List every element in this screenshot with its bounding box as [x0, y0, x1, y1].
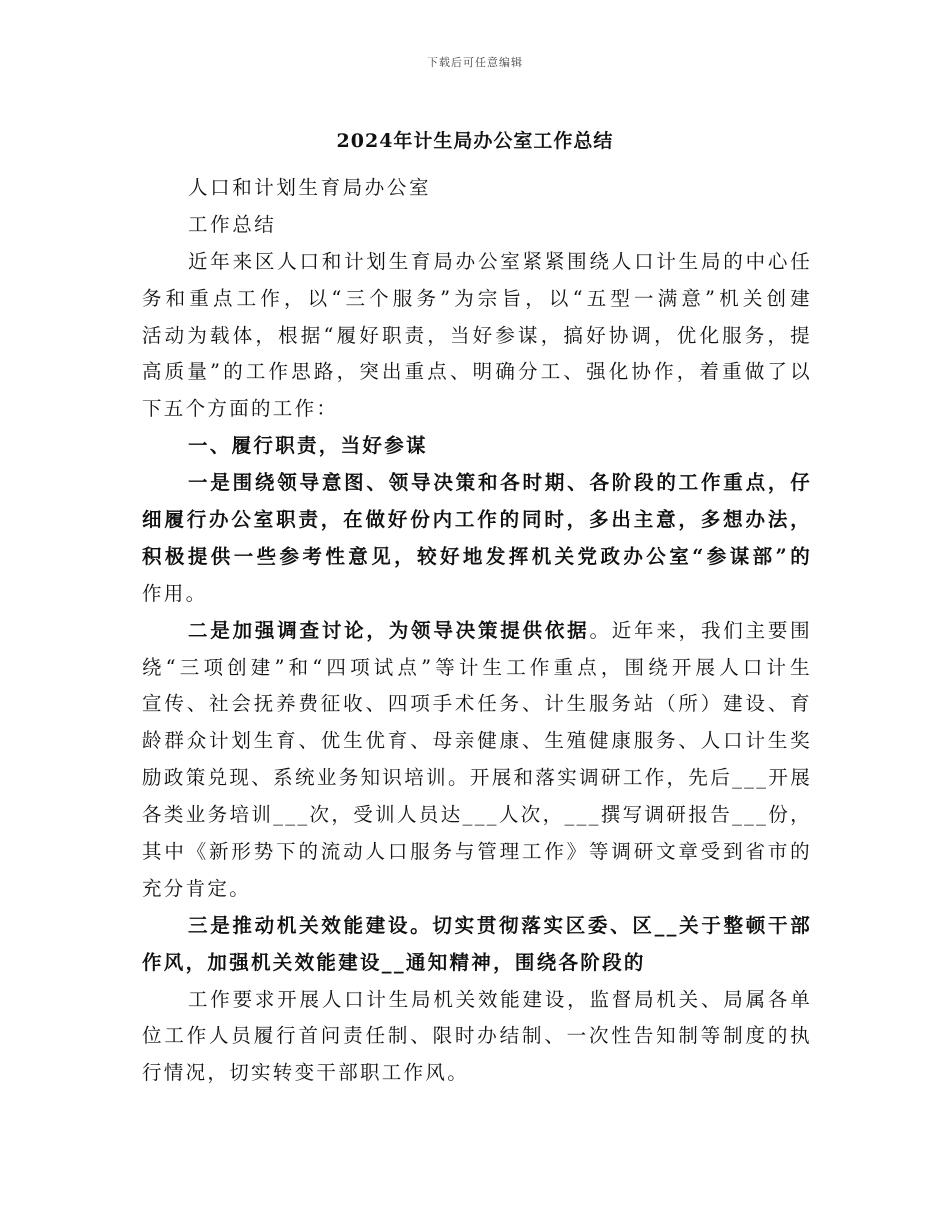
- paragraph-line: [142, 613, 812, 650]
- paragraph-line: 作风，加强机关效能建设__通知精神，围绕各阶段的: [142, 950, 646, 974]
- document-body: [142, 170, 812, 1092]
- paragraph-line: 积极提供一些参考性意见，较好地发挥机关党政办公室“参谋部”的: [142, 544, 812, 568]
- paragraph-line: 作用。: [142, 581, 208, 605]
- paragraph-line: 励政策兑现、系统业务知识培训。开展和落实调研工作，先后___开展: [142, 766, 812, 790]
- paragraph-line: 绕“三项创建”和“四项试点”等计生工作重点，围绕开展人口计生: [142, 655, 812, 679]
- paragraph-line: 宣传、社会抚养费征收、四项手术任务、计生服务站（所）建设、育: [142, 692, 812, 716]
- paragraph-line: 高质量”的工作思路，突出重点、明确分工、强化协作，着重做了以: [142, 360, 812, 384]
- section-heading: 一、履行职责，当好参谋: [188, 434, 428, 458]
- paragraph-line: 一是围绕领导意图、领导决策和各时期、各阶段的工作重点，仔: [188, 471, 812, 495]
- paragraph-line: 近年来区人口和计划生育局办公室紧紧围绕人口计生局的中心任: [188, 249, 812, 273]
- header-note: 下载后可任意编辑: [427, 56, 523, 69]
- paragraph-line: 充分肯定。: [142, 876, 252, 900]
- subtitle-line: 工作总结: [188, 212, 277, 236]
- paragraph-line: 活动为载体，根据“履好职责，当好参谋，搞好协调，优化服务，提: [142, 323, 812, 347]
- paragraph-line: 其中《新形势下的流动人口服务与管理工作》等调研文章受到省市的: [142, 840, 812, 864]
- paragraph-line: 下五个方面的工作：: [142, 397, 339, 421]
- paragraph-line: 细履行办公室职责，在做好份内工作的同时，多出主意，多想办法，: [142, 508, 812, 532]
- paragraph-line: 龄群众计划生育、优生优育、母亲健康、生殖健康服务、人口计生奖: [142, 729, 812, 753]
- paragraph-line: 工作要求开展人口计生局机关效能建设，监督局机关、局属各单: [188, 987, 812, 1011]
- paragraph-line: 位工作人员履行首问责任制、限时办结制、一次性告知制等制度的执: [142, 1024, 812, 1048]
- paragraph-line: 三是推动机关效能建设。切实贯彻落实区委、区__关于整顿干部: [188, 913, 812, 937]
- paragraph-line: 行情况，切实转变干部职工作风。: [142, 1061, 470, 1085]
- subtitle-line: 人口和计划生育局办公室: [188, 176, 432, 199]
- paragraph-line: 务和重点工作，以“三个服务”为宗旨，以“五型一满意”机关创建: [142, 286, 812, 310]
- document-title: 2024年计生局办公室工作总结: [336, 130, 614, 152]
- paragraph-lead: 二是加强调查讨论，为领导决策提供依据: [188, 618, 590, 642]
- paragraph-text: 。近年来，我们主要围: [589, 618, 812, 642]
- paragraph-line: 各类业务培训___次，受训人员达___人次，___撰写调研报告___份，: [142, 803, 812, 827]
